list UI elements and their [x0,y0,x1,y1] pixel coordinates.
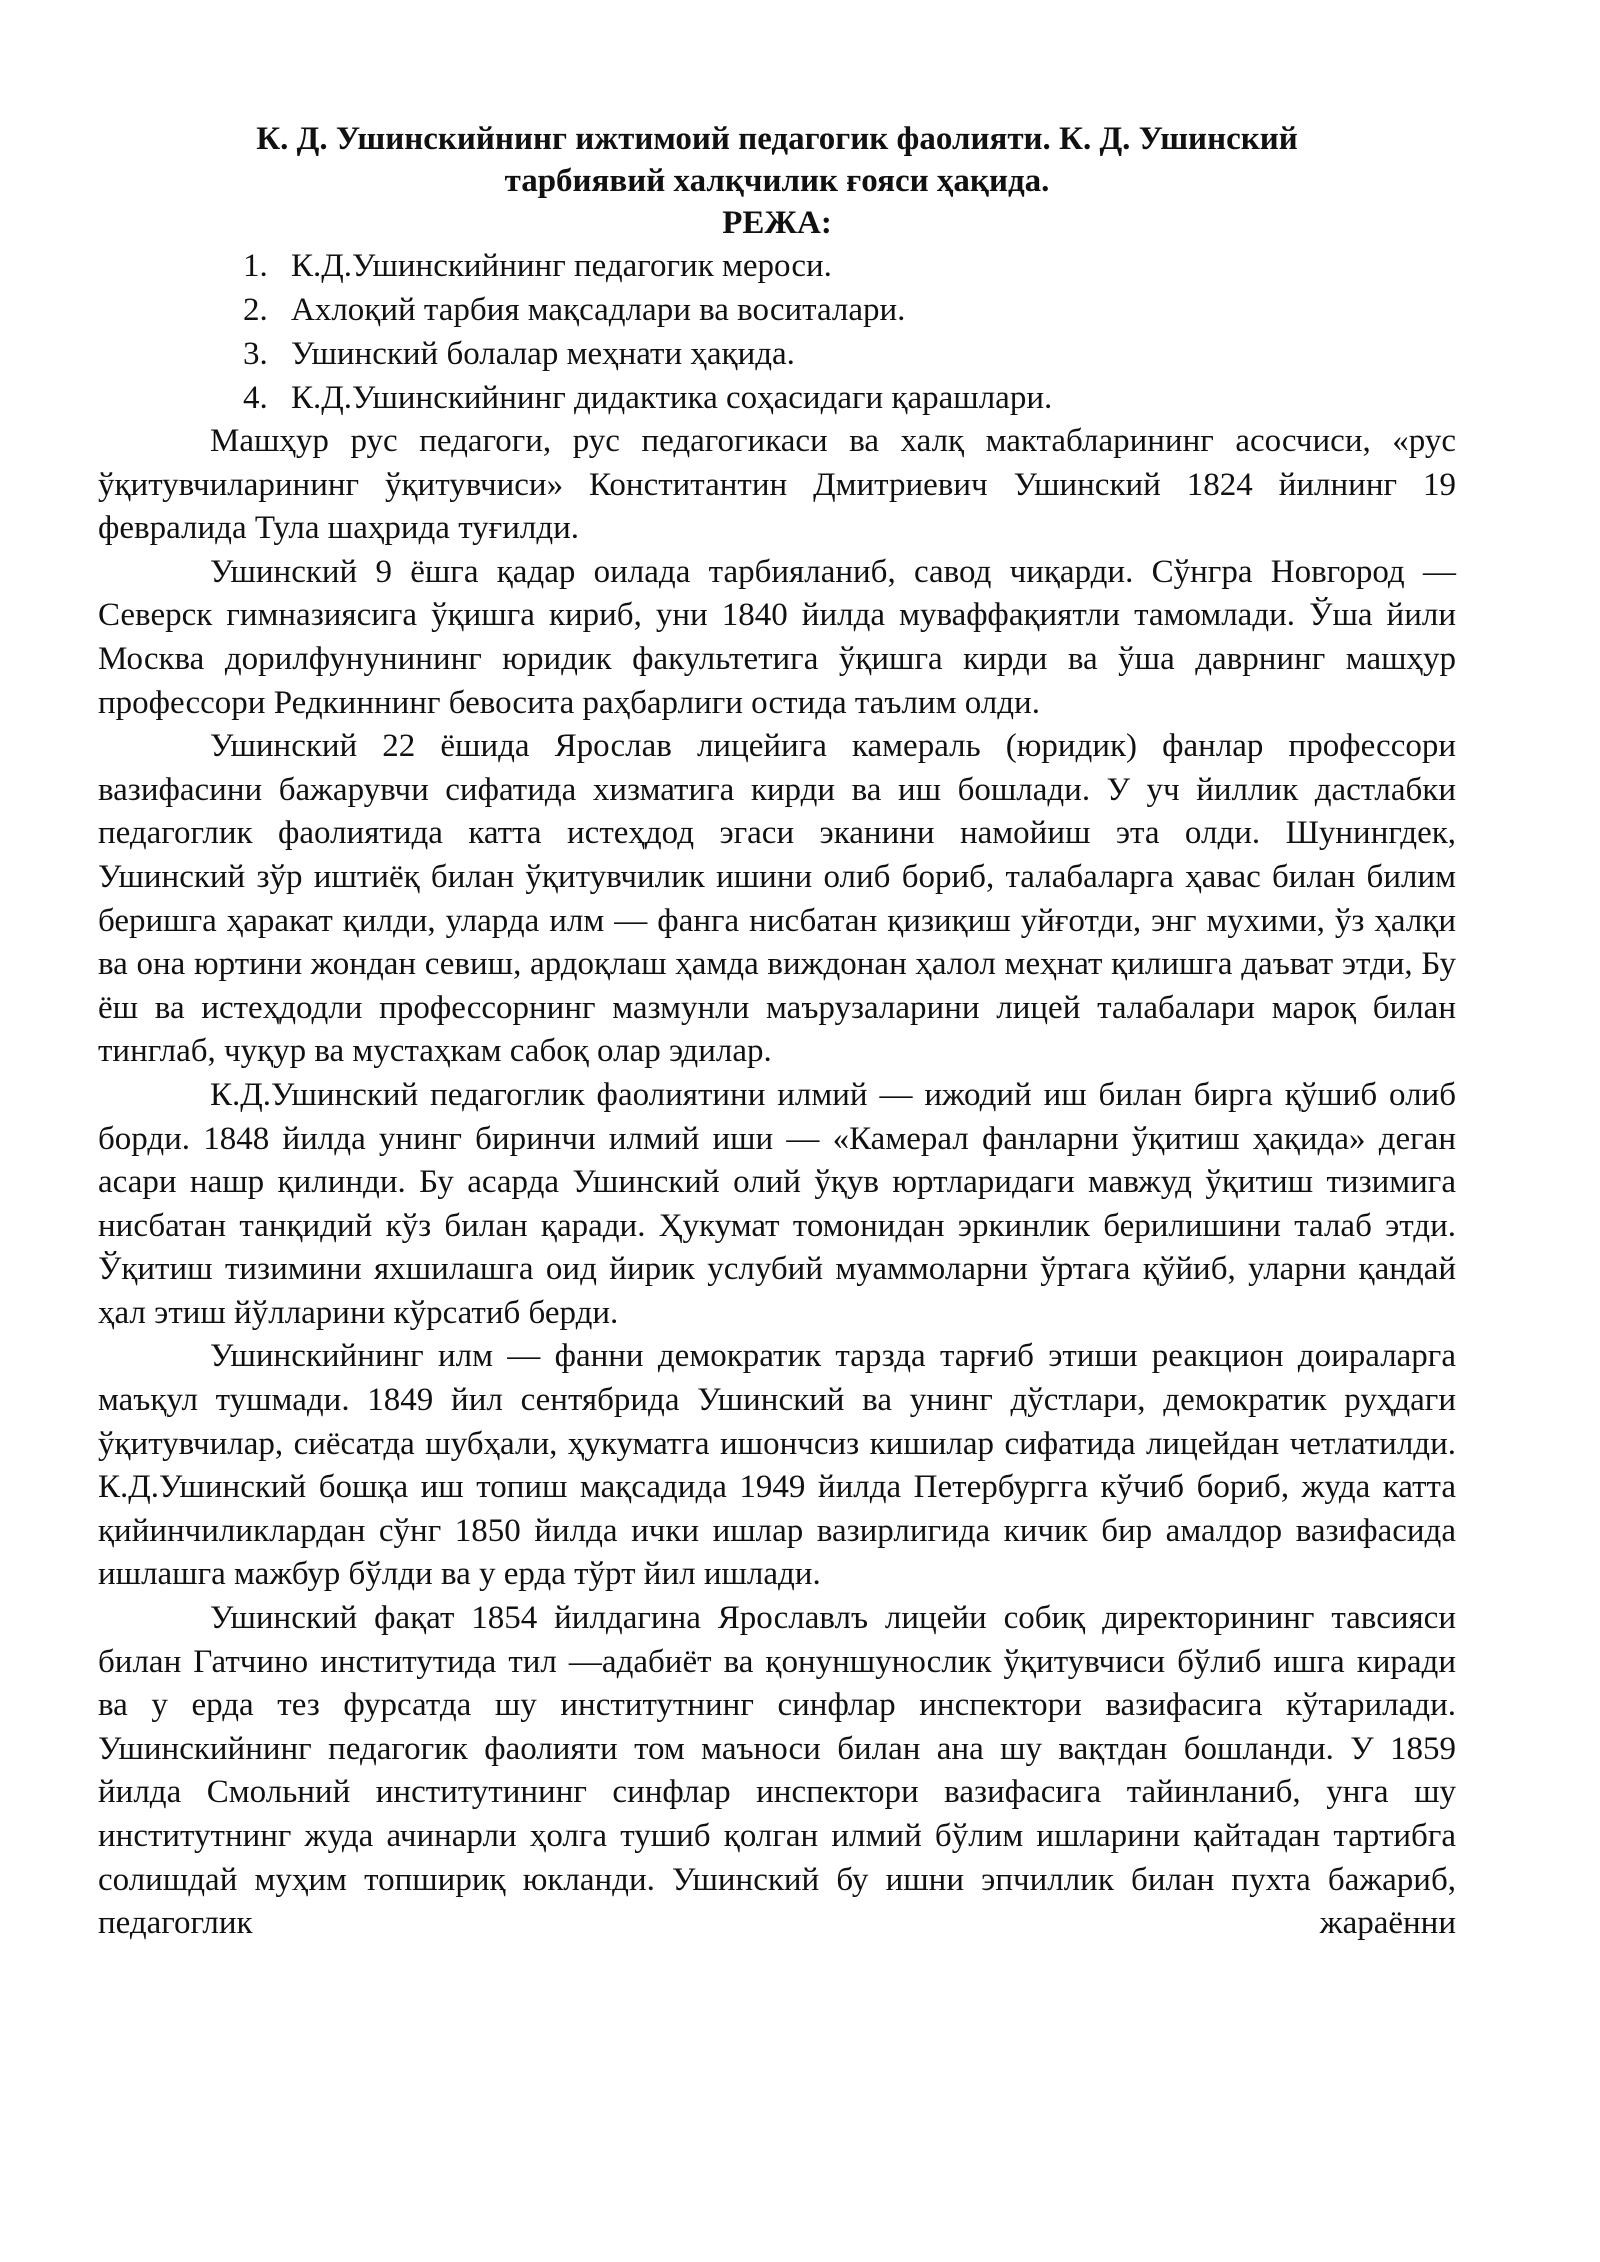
plan-item-text: К.Д.Ушинскийнинг дидактика соҳасидаги қарашлари. [291,380,1053,416]
body-paragraph: Машҳур рус педагоги, рус педагогикаси ва халқ мактабларининг асосчиси, «рус ўқитувчиларининг ўқитувчиси» Конститантин Дмитриевич Ушинский 1824 йилнинг 19 февралида Тула шаҳрида туғилди. [98,423,1456,547]
document-title [98,118,1456,202]
plan-item-text: Ахлоқий тарбия мақсадлари ва воситалари. [291,292,906,328]
body-paragraph: К.Д.Ушинский педагоглик фаолиятини илмий — ижодий иш билан бирга қўшиб олиб борди. 1848 йилда унинг биринчи илмий иши — «Камерал фанларни ўқитиш ҳақида» деган асари нашр қилинди. Бу асарда Ушинский олий ўқув юртларидаги мавжуд ўқитиш тизимига нисбатан танқидий кўз билан қаради. Ҳукумат томонидан эркинлик берилишини талаб этди. Ўқитиш тизимини яхшилашга оид йирик услубий муаммоларни ўртага қўйиб, уларни қандай ҳал этиш йўлларини кўрсатиб берди. [98,1076,1456,1331]
plan-item [98,332,1456,376]
plan-heading: РЕЖА: [722,205,832,241]
document-title-line-2: тарбиявий халқчилик ғояси ҳақида. [504,163,1050,199]
plan-item-text: К.Д.Ушинскийнинг педагогик мероси. [291,248,832,284]
plan-item-number: 1. [243,248,268,284]
body-paragraph: Ушинский 9 ёшга қадар оилада тарбияланиб, савод чиқарди. Сўнгра Новгород —Северск гимназиясига ўқишга кириб, уни 1840 йилда муваффақиятли тамомлади. Ўша йили Москва дорилфунунининг юридик факультетига ўқишга кирди ва ўша даврнинг машҳур профессори Редкиннинг бевосита раҳбарлиги остида таълим олди. [98,553,1456,721]
document-title-line-1: К. Д. Ушинскийнинг ижтимоий педагогик фаолияти. К. Д. Ушинский [256,121,1298,157]
body-paragraph: Ушинский фақат 1854 йилдагина Ярославлъ лицейи собиқ директорининг тавсияси билан Гатчино институтида тил —адабиёт ва қонуншунослик ўқитувчиси бўлиб ишга киради ва у ерда тез фурсатда шу институтнинг синфлар инспектори вазифасига кўтарилади. Ушинскийнинг педагогик фаолияти том маъноси билан ана шу вақтдан бошланди. У 1859 йилда Смольний институтининг синфлар инспектори вазифасига тайинланиб, унга шу институтнинг жуда ачинарли ҳолга тушиб қолган илмий бўлим ишларини қайтадан тартибга солишдай муҳим топшириқ юкланди. Ушинский бу ишни эпчиллик билан пухта бажариб, педагоглик жараённи [98,1600,1456,1942]
plan-item-text: Ушинский болалар меҳнати ҳақида. [291,336,795,372]
plan-item [98,288,1456,332]
body-paragraph: Ушинский 22 ёшида Ярослав лицейига камераль (юридик) фанлар профессори вазифасини бажарувчи сифатида хизматига кирди ва иш бошлади. У уч йиллик дастлабки педагоглик фаолиятида катта истеҳдод эгаси эканини намойиш эта олди. Шунингдек, Ушинский зўр иштиёқ билан ўқитувчилик ишини олиб бориб, талабаларга ҳавас билан билим беришга ҳаракат қилди, уларда илм — фанга нисбатан қизиқиш уйғотди, энг мухими, ўз ҳалқи ва она юртини жондан севиш, ардоқлаш ҳамда виждонан ҳалол меҳнат қилишга даъват этди, Бу ёш ва истеҳдодли профессорнинг мазмунли маърузаларини лицей талабалари мароқ билан тинглаб, чуқур ва мустаҳкам сабоқ олар эдилар. [98,728,1456,1070]
plan-list [98,244,1456,420]
body-paragraph: Ушинскийнинг илм — фанни демократик тарзда тарғиб этиши реакцион доираларга маъқул тушмади. 1849 йил сентябрида Ушинский ва унинг дўстлари, демократик руҳдаги ўқитувчилар, сиёсатда шубҳали, ҳукуматга ишончсиз кишилар сифатида лицейдан четлатилди. К.Д.Ушинский бошқа иш топиш мақсадида 1949 йилда Петербургга кўчиб бориб, жуда катта қийинчиликлардан сўнг 1850 йилда ички ишлар вазирлигида кичик бир амалдор вазифасида ишлашга мажбур бўлди ва у ерда тўрт йил ишлади. [98,1338,1456,1593]
document-content [98,118,1456,1946]
plan-item-number: 4. [243,380,268,416]
plan-item-number: 3. [243,336,268,372]
plan-item [98,376,1456,420]
plan-item-number: 2. [243,292,268,328]
plan-item [98,244,1456,288]
